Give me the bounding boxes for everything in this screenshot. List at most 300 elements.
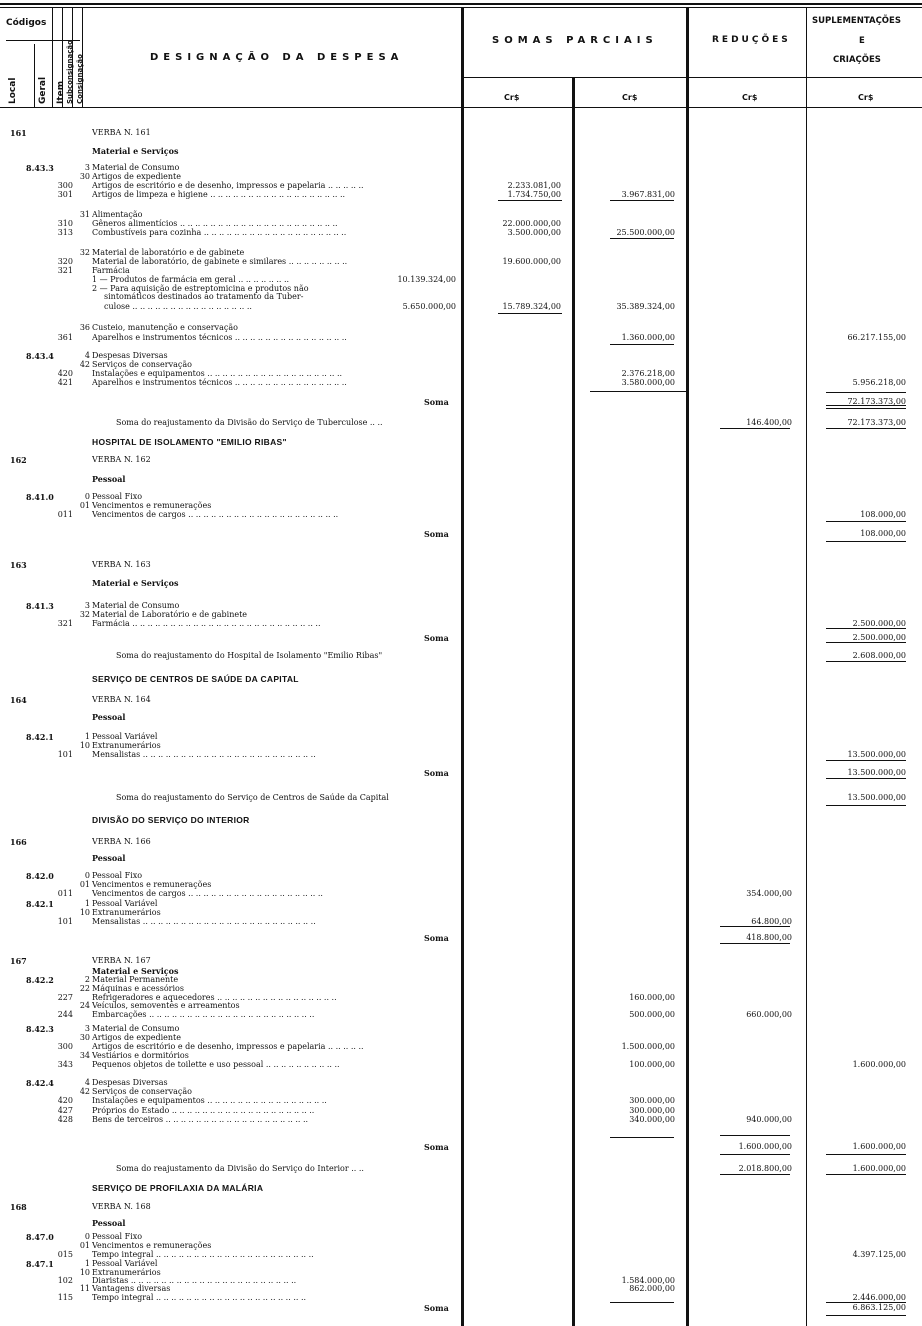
table-row xyxy=(0,1218,922,1228)
code-c2: 8.47.0 xyxy=(26,1232,54,1242)
amount-a0: 10.139.324,00 xyxy=(397,275,456,284)
section-heading: HOSPITAL DE ISOLAMENTO "EMILIO RIBAS" xyxy=(92,437,287,447)
soma-label: Soma xyxy=(424,633,449,643)
amount-a1: 1.734.750,00 xyxy=(507,190,561,199)
expense-description: Pessoal xyxy=(92,1218,126,1228)
expense-description: Gêneros alimentícios .. .. .. .. .. .. .. .. .. .. .. .. .. .. .. .. .. .. .. .. .. xyxy=(92,219,338,228)
code-c3: 102 xyxy=(57,1276,73,1285)
code-c1: 161 xyxy=(10,128,27,138)
amount-a1: 15.789.324,00 xyxy=(502,302,561,311)
sum-rule xyxy=(826,778,906,779)
code-c2: 8.42.2 xyxy=(26,975,54,985)
code-c3: 011 xyxy=(57,889,73,898)
expense-description: Embarcações .. .. .. .. .. .. .. .. .. .. .. .. .. .. .. .. .. .. .. .. .. .. xyxy=(92,1010,315,1019)
amount-a4: 13.500.000,00 xyxy=(847,750,906,759)
code-c4: 01 xyxy=(79,880,90,889)
expense-description: Pessoal xyxy=(92,474,126,484)
expense-description: Extranumerários xyxy=(92,741,161,750)
amount-a2: 500.000,00 xyxy=(629,1010,675,1019)
amount-a3: 354.000,00 xyxy=(746,889,792,898)
table-row xyxy=(0,1115,922,1125)
table-row xyxy=(0,712,922,722)
amount-a4: 6.863.125,00 xyxy=(852,1303,906,1312)
sum-rule xyxy=(610,1137,674,1138)
expense-description: Material de Consumo xyxy=(92,1024,180,1033)
sum-rule xyxy=(826,760,906,761)
col-local-label: Local xyxy=(8,77,18,104)
amount-a4: 2.608.000,00 xyxy=(852,651,906,660)
amount-a2: 3.967.831,00 xyxy=(621,190,675,199)
code-c4: 10 xyxy=(79,908,90,917)
table-row xyxy=(0,418,922,428)
hdr-col-sep xyxy=(82,8,83,107)
expense-description: Bens de terceiros .. .. .. .. .. .. .. .. .. .. .. .. .. .. .. .. .. .. .. xyxy=(92,1115,309,1124)
expense-description: Mensalistas .. .. .. .. .. .. .. .. .. .. .. .. .. .. .. .. .. .. .. .. .. .. .. xyxy=(92,750,316,759)
hdr-col-sep xyxy=(62,8,63,107)
expense-description: Pessoal xyxy=(92,853,126,863)
code-c4: 01 xyxy=(79,1241,90,1250)
code-c4: 32 xyxy=(79,610,90,619)
code-c4: 1 xyxy=(84,899,90,908)
expense-description: VERBA N. 167 xyxy=(92,956,151,965)
amount-a2: 160.000,00 xyxy=(629,993,675,1002)
table-row xyxy=(0,455,922,465)
soma-label: Soma xyxy=(424,768,449,778)
sum-rule xyxy=(826,1315,906,1316)
amount-a4: 72.173.373,00 xyxy=(847,397,906,406)
table-row xyxy=(0,333,922,343)
amount-a3: 418.800,00 xyxy=(746,933,792,942)
expense-description: Artigos de limpeza e higiene .. .. .. .. .. .. .. .. .. .. .. .. .. .. .. .. .. .. xyxy=(92,190,346,199)
code-c4: 34 xyxy=(79,1051,90,1060)
code-c3: 310 xyxy=(57,219,73,228)
code-c3: 421 xyxy=(57,378,73,387)
expense-description: Soma do reajustamento do Hospital de Isolamento "Emilio Ribas" xyxy=(116,651,383,660)
e-label: E xyxy=(859,36,865,46)
expense-description: Instalações e equipamentos .. .. .. .. .. .. .. .. .. .. .. .. .. .. .. .. xyxy=(92,1096,327,1105)
table-row xyxy=(0,578,922,588)
amount-a4: 72.173.373,00 xyxy=(847,418,906,427)
currency-rule xyxy=(462,77,922,78)
expense-description: Pessoal Variável xyxy=(92,899,158,908)
table-row xyxy=(0,128,922,138)
code-c3: 300 xyxy=(57,181,73,190)
code-c2: 8.42.1 xyxy=(26,899,54,909)
amount-a3: 2.018.800,00 xyxy=(738,1164,792,1173)
table-row xyxy=(0,815,922,825)
amount-a3: 940.000,00 xyxy=(746,1115,792,1124)
sum-rule xyxy=(826,642,906,643)
sum-rule xyxy=(590,391,686,392)
table-row xyxy=(0,323,922,333)
expense-description: Material de laboratório, de gabinete e similares .. .. .. .. .. .. .. .. xyxy=(92,257,348,266)
code-c3: 420 xyxy=(57,369,73,378)
code-c2: 8.47.1 xyxy=(26,1259,54,1269)
amount-a4: 13.500.000,00 xyxy=(847,768,906,777)
code-c3: 361 xyxy=(57,333,73,342)
suplementacoes-label: SUPLEMENTAÇÕES xyxy=(812,16,901,26)
hdr-col-sep xyxy=(72,8,73,107)
sum-rule xyxy=(826,408,906,409)
expense-description: VERBA N. 162 xyxy=(92,455,151,464)
sum-rule xyxy=(826,661,906,662)
expense-description: Material de Laboratório e de gabinete xyxy=(92,610,248,619)
expense-description: Próprios do Estado .. .. .. .. .. .. .. .. .. .. .. .. .. .. .. .. .. .. .. xyxy=(92,1106,315,1115)
code-c4: 36 xyxy=(79,323,90,332)
expense-description: Veículos, semoventes e arreamentos xyxy=(92,1001,240,1010)
sum-rule xyxy=(826,428,906,429)
code-c1: 164 xyxy=(10,695,27,705)
code-c3: 244 xyxy=(57,1010,73,1019)
expense-description: Soma do reajustamento da Divisão do Serviço de Tuberculose .. .. xyxy=(116,418,383,427)
code-c4: 42 xyxy=(79,360,90,369)
soma-label: Soma xyxy=(424,529,449,539)
section-heading: SERVIÇO DE CENTROS DE SAÚDE DA CAPITAL xyxy=(92,674,299,684)
code-c4: 10 xyxy=(79,741,90,750)
code-c4: 1 xyxy=(84,732,90,741)
table-row xyxy=(0,889,922,899)
sum-rule xyxy=(826,1302,906,1303)
code-c2: 8.43.3 xyxy=(26,163,54,173)
currency-col4: Cr$ xyxy=(858,93,874,102)
amount-a3: 146.400,00 xyxy=(746,418,792,427)
table-row xyxy=(0,560,922,570)
expense-description: Instalações e equipamentos .. .. .. .. .. .. .. .. .. .. .. .. .. .. .. .. .. .. xyxy=(92,369,343,378)
amount-a4: 2.500.000,00 xyxy=(852,619,906,628)
currency-col1: Cr$ xyxy=(504,93,520,102)
expense-description: Soma do reajustamento do Serviço de Centros de Saúde da Capital xyxy=(116,793,389,802)
table-row xyxy=(0,1293,922,1303)
table-row xyxy=(0,619,922,629)
code-c3: 101 xyxy=(57,917,73,926)
currency-col2: Cr$ xyxy=(622,93,638,102)
amount-a2: 3.580.000,00 xyxy=(621,378,675,387)
amount-a4: 66.217.155,00 xyxy=(847,333,906,342)
code-c4: 10 xyxy=(79,1268,90,1277)
table-row xyxy=(0,302,922,312)
table-row xyxy=(0,1202,922,1212)
expense-description: Pequenos objetos de toilette e uso pessoal .. .. .. .. .. .. .. .. .. .. xyxy=(92,1060,340,1069)
code-c4: 1 xyxy=(84,1259,90,1268)
code-c4: 30 xyxy=(79,172,90,181)
amount-a4: 108.000,00 xyxy=(860,510,906,519)
soma-label: Soma xyxy=(424,1303,449,1313)
expense-description: Artigos de expediente xyxy=(92,1033,181,1042)
expense-description: Mensalistas .. .. .. .. .. .. .. .. .. .. .. .. .. .. .. .. .. .. .. .. .. .. .. xyxy=(92,917,316,926)
table-row xyxy=(0,837,922,847)
code-c1: 166 xyxy=(10,837,27,847)
sum-rule xyxy=(826,392,906,393)
expense-description: Pessoal Fixo xyxy=(92,871,143,880)
designacao-label: DESIGNAÇÃO DA DESPESA xyxy=(150,52,404,63)
expense-description: 1 — Produtos de farmácia em geral .. .. .. .. .. .. .. xyxy=(92,275,290,284)
col-sep-amounts xyxy=(461,8,464,1326)
expense-description: Material de laboratório e de gabinete xyxy=(92,248,245,257)
expense-description: Refrigeradores e aquecedores .. .. .. .. .. .. .. .. .. .. .. .. .. .. .. .. xyxy=(92,993,337,1002)
amount-a2: 300.000,00 xyxy=(629,1096,675,1105)
table-row xyxy=(0,474,922,484)
expense-description: Vencimentos de cargos .. .. .. .. .. .. .. .. .. .. .. .. .. .. .. .. .. .. .. .. xyxy=(92,510,339,519)
code-c4: 0 xyxy=(84,492,90,501)
code-c3: 320 xyxy=(57,257,73,266)
expense-description: VERBA N. 168 xyxy=(92,1202,151,1211)
expense-description: Artigos de escritório e de desenho, impressos e papelaria .. .. .. .. .. xyxy=(92,181,364,190)
expense-description: Máquinas e acessórios xyxy=(92,984,184,993)
table-row xyxy=(0,793,922,803)
expense-description: Serviços de conservação xyxy=(92,1087,192,1096)
code-c4: 24 xyxy=(79,1001,90,1010)
somas-parciais-label: SOMAS PARCIAIS xyxy=(492,35,658,46)
amount-a2: 1.584.000,00 xyxy=(621,1276,675,1285)
table-row xyxy=(0,146,922,156)
code-c1: 162 xyxy=(10,455,27,465)
amount-a3: 1.600.000,00 xyxy=(738,1142,792,1151)
table-row xyxy=(0,651,922,661)
col-item-label: Item xyxy=(56,80,66,104)
expense-description: Despesas Diversas xyxy=(92,351,168,360)
code-c4: 3 xyxy=(84,601,90,610)
col-sep-suplementacoes xyxy=(806,8,807,1326)
amount-a3: 660.000,00 xyxy=(746,1010,792,1019)
expense-description: Alimentação xyxy=(92,210,143,219)
expense-description: Tempo integral .. .. .. .. .. .. .. .. .. .. .. .. .. .. .. .. .. .. .. .. xyxy=(92,1293,307,1302)
code-c3: 101 xyxy=(57,750,73,759)
expense-description: Farmácia .. .. .. .. .. .. .. .. .. .. .. .. .. .. .. .. .. .. .. .. .. .. .. .. .. xyxy=(92,619,321,628)
soma-label: Soma xyxy=(424,1142,449,1152)
code-c4: 3 xyxy=(84,163,90,172)
code-c4: 4 xyxy=(84,351,90,360)
expense-description: Pessoal xyxy=(92,712,126,722)
sum-rule xyxy=(610,1302,674,1303)
code-c4: 0 xyxy=(84,1232,90,1241)
amount-a4: 4.397.125,00 xyxy=(852,1250,906,1259)
table-row xyxy=(0,1096,922,1106)
sum-rule xyxy=(826,1154,906,1155)
expense-description: Material e Serviços xyxy=(92,966,179,976)
expense-description: Material de Consumo xyxy=(92,163,180,172)
amount-a2: 1.500.000,00 xyxy=(621,1042,675,1051)
sum-rule xyxy=(610,238,674,239)
hdr-col-sep xyxy=(52,8,53,107)
amount-a1: 2.233.081,00 xyxy=(507,181,561,190)
code-c3: 343 xyxy=(57,1060,73,1069)
section-heading: DIVISÃO DO SERVIÇO DO INTERIOR xyxy=(92,815,250,825)
top-rule xyxy=(0,3,922,5)
expense-description: Soma do reajustamento da Divisão do Serviço do Interior .. .. xyxy=(116,1164,364,1173)
expense-description: VERBA N. 166 xyxy=(92,837,151,846)
code-c2: 8.42.0 xyxy=(26,871,54,881)
code-c3: 301 xyxy=(57,190,73,199)
code-c3: 015 xyxy=(57,1250,73,1259)
amount-a4: 1.600.000,00 xyxy=(852,1142,906,1151)
sum-rule xyxy=(826,521,906,522)
code-c4: 11 xyxy=(79,1284,90,1293)
code-c2: 8.41.3 xyxy=(26,601,54,611)
table-row xyxy=(0,1010,922,1020)
amount-a4: 5.956.218,00 xyxy=(852,378,906,387)
expense-description: Serviços de conservação xyxy=(92,360,192,369)
code-c4: 0 xyxy=(84,871,90,880)
code-c3: 321 xyxy=(57,266,73,275)
code-c3: 427 xyxy=(57,1106,73,1115)
expense-description: Vantagens diversas xyxy=(92,1284,171,1293)
expense-description: VERBA N. 163 xyxy=(92,560,151,569)
col-subconsignacao-label: Subconsignação xyxy=(66,40,74,104)
expense-description: culose .. .. .. .. .. .. .. .. .. .. .. .. .. .. .. .. xyxy=(104,302,252,311)
soma-label: Soma xyxy=(424,397,449,407)
table-row xyxy=(0,437,922,447)
expense-description: Extranumerários xyxy=(92,1268,161,1277)
sum-rule xyxy=(610,344,674,345)
code-c3: 428 xyxy=(57,1115,73,1124)
expense-description: Despesas Diversas xyxy=(92,1078,168,1087)
code-c3: 313 xyxy=(57,228,73,237)
code-c1: 168 xyxy=(10,1202,27,1212)
expense-description: Artigos de escritório e de desenho, impressos e papelaria .. .. .. .. .. xyxy=(92,1042,364,1051)
table-row xyxy=(0,292,922,302)
table-row xyxy=(0,1303,922,1313)
expense-description: sintomáticos destinados ao tratamento da Tuber- xyxy=(104,292,304,301)
expense-description: Material e Serviços xyxy=(92,146,179,156)
code-c4: 31 xyxy=(79,210,90,219)
code-c3: 321 xyxy=(57,619,73,628)
amount-a1: 22.000.000,00 xyxy=(502,219,561,228)
table-row xyxy=(0,750,922,760)
amount-a2: 300.000,00 xyxy=(629,1106,675,1115)
sum-rule xyxy=(826,805,906,806)
code-c4: 3 xyxy=(84,1024,90,1033)
table-row xyxy=(0,1164,922,1174)
table-row xyxy=(0,510,922,520)
col-sep-reducoes xyxy=(686,8,689,1326)
expense-description: Material e Serviços xyxy=(92,578,179,588)
expense-description: Aparelhos e instrumentos técnicos .. .. .. .. .. .. .. .. .. .. .. .. .. .. .. xyxy=(92,378,347,387)
soma-label: Soma xyxy=(424,933,449,943)
table-row xyxy=(0,933,922,943)
col-consignacao-label: Consignação xyxy=(76,54,84,104)
table-row xyxy=(0,674,922,684)
amount-a2: 862.000,00 xyxy=(629,1284,675,1293)
table-row xyxy=(0,853,922,863)
sum-rule xyxy=(826,628,906,629)
code-c4: 32 xyxy=(79,248,90,257)
expense-description: Vencimentos de cargos .. .. .. .. .. .. .. .. .. .. .. .. .. .. .. .. .. .. xyxy=(92,889,323,898)
amount-a3: 64.800,00 xyxy=(751,917,792,926)
table-row xyxy=(0,695,922,705)
table-row xyxy=(0,190,922,200)
table-row xyxy=(0,633,922,643)
code-c1: 167 xyxy=(10,956,27,966)
code-c2: 8.41.0 xyxy=(26,492,54,502)
sum-rule xyxy=(610,200,674,201)
amount-a2: 340.000,00 xyxy=(629,1115,675,1124)
criacoes-label: CRIAÇÕES xyxy=(833,55,881,65)
code-c4: 01 xyxy=(79,501,90,510)
expense-description: Vencimentos e remunerações xyxy=(92,1241,212,1250)
sum-rule xyxy=(720,1135,790,1136)
code-c3: 011 xyxy=(57,510,73,519)
code-c4: 2 xyxy=(84,975,90,984)
code-c2: 8.42.4 xyxy=(26,1078,54,1088)
code-c4: 42 xyxy=(79,1087,90,1096)
sum-rule xyxy=(826,541,906,542)
expense-description: Pessoal Fixo xyxy=(92,1232,143,1241)
amount-a4: 2.446.000,00 xyxy=(852,1293,906,1302)
expense-description: Material de Consumo xyxy=(92,601,180,610)
code-c3: 300 xyxy=(57,1042,73,1051)
sum-rule xyxy=(720,943,790,944)
expense-description: Vencimentos e remunerações xyxy=(92,501,212,510)
reducoes-label: REDUÇÕES xyxy=(712,35,791,45)
amount-a2: 35.389.324,00 xyxy=(616,302,675,311)
expense-description: VERBA N. 161 xyxy=(92,128,151,137)
sum-rule xyxy=(826,405,906,406)
table-row xyxy=(0,768,922,778)
col-geral-label: Geral xyxy=(38,76,48,104)
expense-description: Extranumerários xyxy=(92,908,161,917)
table-row xyxy=(0,1183,922,1193)
amount-a4: 108.000,00 xyxy=(860,529,906,538)
section-heading: SERVIÇO DE PROFILAXIA DA MALÁRIA xyxy=(92,1183,264,1193)
currency-col3: Cr$ xyxy=(742,93,758,102)
table-row xyxy=(0,1142,922,1152)
amount-a4: 13.500.000,00 xyxy=(847,793,906,802)
expense-description: Custeio, manutenção e conservação xyxy=(92,323,238,332)
expense-description: Aparelhos e instrumentos técnicos .. .. .. .. .. .. .. .. .. .. .. .. .. .. .. xyxy=(92,333,347,342)
code-c3: 115 xyxy=(57,1293,73,1302)
amount-a2: 2.376.218,00 xyxy=(621,369,675,378)
table-row xyxy=(0,378,922,388)
table-row xyxy=(0,956,922,966)
code-c4: 22 xyxy=(79,984,90,993)
table-row xyxy=(0,1060,922,1070)
code-c3: 227 xyxy=(57,993,73,1002)
expense-description: Pessoal Fixo xyxy=(92,492,143,501)
expense-description: Farmácia xyxy=(92,266,130,275)
hdr-col-sep xyxy=(34,44,35,107)
expense-description: Vestiários e dormitórios xyxy=(92,1051,189,1060)
expense-description: Material Permanente xyxy=(92,975,179,984)
codigos-label: Códigos xyxy=(6,18,47,28)
expense-description: Pessoal Variável xyxy=(92,732,158,741)
amount-a4: 1.600.000,00 xyxy=(852,1060,906,1069)
expense-description: Combustíveis para cozinha .. .. .. .. .. .. .. .. .. .. .. .. .. .. .. .. .. .. .. xyxy=(92,228,347,237)
expense-description: VERBA N. 164 xyxy=(92,695,151,704)
amount-a1: 19.600.000,00 xyxy=(502,257,561,266)
sum-rule xyxy=(498,200,562,201)
code-c1: 163 xyxy=(10,560,27,570)
code-c2: 8.42.1 xyxy=(26,732,54,742)
expense-description: Artigos de expediente xyxy=(92,172,181,181)
table-row xyxy=(0,397,922,407)
code-c3: 420 xyxy=(57,1096,73,1105)
code-c4: 30 xyxy=(79,1033,90,1042)
amount-a4: 2.500.000,00 xyxy=(852,633,906,642)
sum-rule xyxy=(720,926,790,927)
amount-a4: 1.600.000,00 xyxy=(852,1164,906,1173)
expense-description: Pessoal Variável xyxy=(92,1259,158,1268)
amount-a2: 1.360.000,00 xyxy=(621,333,675,342)
code-c2: 8.42.3 xyxy=(26,1024,54,1034)
table-row xyxy=(0,228,922,238)
code-c4: 4 xyxy=(84,1078,90,1087)
sum-rule xyxy=(498,313,562,314)
amount-a0: 5.650.000,00 xyxy=(402,302,456,311)
amount-a2: 100.000,00 xyxy=(629,1060,675,1069)
sum-rule xyxy=(720,1154,790,1155)
sum-rule xyxy=(826,1174,906,1175)
table-row xyxy=(0,529,922,539)
